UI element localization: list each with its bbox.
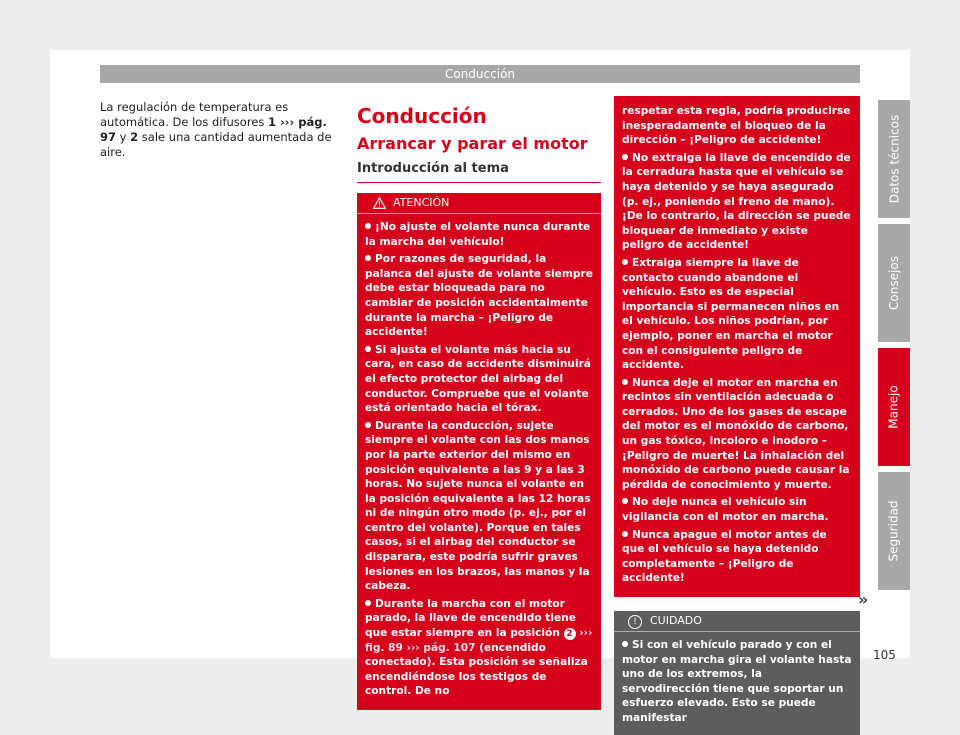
warning-bullet: Nunca deje el motor en marcha en recintos sin ventilación adecuada o cerrados. Uno de los gases de escape del motor es el monóxido de carbono, un gas tóxico, incoloro e inodoro – ¡Peligro de muerte! La inhalación del monóxido de carbono puede causar la pérdida de conocimiento y muerte. [622, 376, 850, 491]
right-column [614, 96, 860, 735]
warning-continued-text: respetar esta regla, podría producirse inesperadamente el bloqueo de la dirección – ¡Peligro de accidente! [622, 105, 851, 147]
warning-triangle-icon [373, 197, 386, 209]
tab-consejos[interactable]: Consejos [878, 224, 910, 342]
section-subheading: Arrancar y parar el motor [357, 134, 588, 153]
warning-bullet: Durante la conducción, sujete siempre el volante con las dos manos por la parte exterior del mismo en posición equivalente a las 9 y a las 3 horas. No sujete nunca el volante en la posición equivalente a las 12 horas ni de ningún otro modo (p. ej., por el centro del volante). Porque en tales casos, si el airbag del conductor se disparara, este podría sufrir graves lesiones en los brazos, las manos y la cabeza. [365, 419, 591, 593]
caution-title-bar [614, 611, 860, 632]
warning-bullet: No extraiga la llave de encendido de la cerradura hasta que el vehículo se haya detenido y se haya asegurado (p. ej., poniendo el freno de mano). ¡De lo contrario, la dirección se puede bloquear de inmediato y existe peligro de accidente! [622, 151, 851, 252]
left-column [100, 100, 342, 160]
warning-title-bar [357, 193, 601, 214]
warning-box-continued [614, 96, 860, 597]
warning-bullet: ¡No ajuste el volante nunca durante la marcha del vehículo! [365, 221, 591, 248]
page-header: Conducción [100, 65, 860, 83]
tab-seguridad[interactable]: Seguridad [878, 472, 910, 590]
page-ref-link[interactable]: ››› pág. 107 [402, 641, 476, 654]
caution-body [614, 632, 860, 735]
warning-bullet: Durante la marcha con el motor parado, la llave de encendido tiene que estar siempre en la posición 2 ››› fig. 89 ››› pág. 107 (encendido conectado). Esta posición se señaliza encendiéndose los testigos de control. De no [365, 597, 593, 698]
intro-heading: Introducción al tema [357, 160, 601, 183]
bullet-icon [622, 379, 628, 385]
fig-ref-link[interactable]: ››› fig. 89 [365, 627, 593, 654]
bullet-icon [622, 498, 628, 504]
bullet-icon [365, 223, 371, 229]
bullet-icon [365, 255, 371, 261]
warning-title: ATENCIÓN [393, 196, 450, 209]
bullet-icon [622, 154, 628, 160]
exclamation-circle-icon: ! [628, 615, 642, 629]
tab-datos-tecnicos[interactable]: Datos técnicos [878, 100, 910, 218]
bullet-icon [622, 641, 628, 647]
warning-box [357, 193, 601, 710]
warning-bullet: Si ajusta el volante más hacia su cara, en caso de accidente disminuirá el efecto protector del airbag del conductor. Compruebe que el volante está orientado hacia el tórax. [365, 343, 591, 415]
warning-bullet: Nunca apague el motor antes de que el vehículo se haya detenido completamente – ¡Peligro de accidente! [622, 528, 827, 585]
position-2-icon: 2 [564, 628, 576, 640]
caution-box [614, 611, 860, 735]
warning-body-continued [614, 96, 860, 597]
climate-paragraph: La regulación de temperatura es automática. De los difusores 1 ››› pág. 97 y 2 sale una cantidad aumentada de aire. [100, 100, 332, 159]
warning-bullet: No deje nunca el vehículo sin vigilancia con el motor en marcha. [622, 496, 829, 524]
page-ref-link[interactable]: ››› pág. 97 [100, 115, 327, 144]
bullet-icon [365, 600, 371, 606]
page-number: 105 [873, 648, 896, 662]
warning-bullet: Extraiga siempre la llave de contacto cuando abandone el vehículo. Esto es de especial importancia si permanecen niños en el vehículo. Los niños podrían, por ejemplo, poner en marcha el motor con el consiguiente peligro de accidente. [622, 256, 840, 372]
caution-title: CUIDADO [650, 614, 702, 627]
bullet-icon [365, 346, 371, 352]
section-heading: Conducción [357, 104, 487, 128]
bullet-icon [365, 422, 371, 428]
continue-arrow-icon: » [858, 590, 869, 609]
warning-body [357, 214, 601, 710]
bullet-icon [622, 531, 628, 537]
bullet-icon [622, 259, 628, 265]
tab-manejo[interactable]: Manejo [878, 348, 910, 466]
middle-column [357, 100, 601, 710]
warning-bullet: Por razones de seguridad, la palanca del ajuste de volante siempre debe estar bloqueada para no cambiar de posición accidentalmente durante la marcha – ¡Peligro de accidente! [365, 253, 593, 339]
caution-bullet: Si con el vehículo parado y con el motor en marcha gira el volante hasta uno de los extremos, la servodirección tiene que soportar un esfuerzo elevado. Esto se puede manifestar [622, 639, 852, 724]
